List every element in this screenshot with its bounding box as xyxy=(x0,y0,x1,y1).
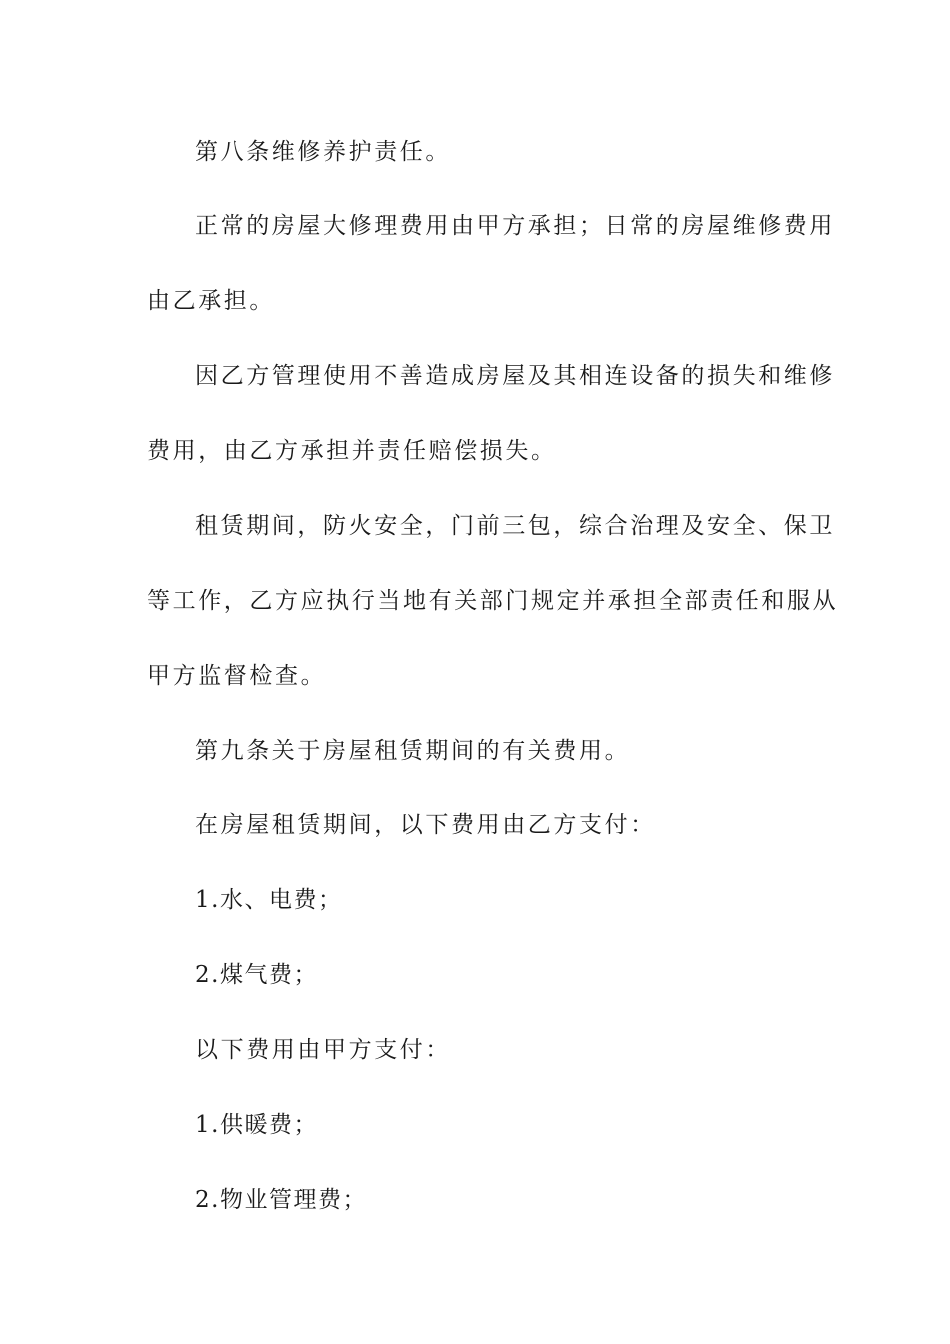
list-item: 1.供暖费； xyxy=(195,1112,318,1138)
paragraph-line: 由乙承担。 xyxy=(147,288,275,314)
paragraph-line: 费用，由乙方承担并责任赔偿损失。 xyxy=(147,438,557,464)
paragraph-line: 等工作，乙方应执行当地有关部门规定并承担全部责任和服从 xyxy=(147,588,839,614)
paragraph-line: 因乙方管理使用不善造成房屋及其相连设备的损失和维修 xyxy=(195,363,835,389)
paragraph-line: 以下费用由甲方支付： xyxy=(195,1037,451,1063)
article-9-heading: 第九条关于房屋租赁期间的有关费用。 xyxy=(195,738,631,764)
list-item: 2.物业管理费； xyxy=(195,1187,367,1213)
list-item: 2.煤气费； xyxy=(195,962,318,988)
paragraph-line: 租赁期间，防火安全，门前三包，综合治理及安全、保卫 xyxy=(195,513,835,539)
paragraph-line: 在房屋租赁期间，以下费用由乙方支付： xyxy=(195,812,656,838)
paragraph-line: 甲方监督检查。 xyxy=(147,663,327,689)
list-item: 1.水、电费； xyxy=(195,887,343,913)
article-8-heading: 第八条维修养护责任。 xyxy=(195,139,451,165)
paragraph-line: 正常的房屋大修理费用由甲方承担；日常的房屋维修费用 xyxy=(195,213,835,239)
